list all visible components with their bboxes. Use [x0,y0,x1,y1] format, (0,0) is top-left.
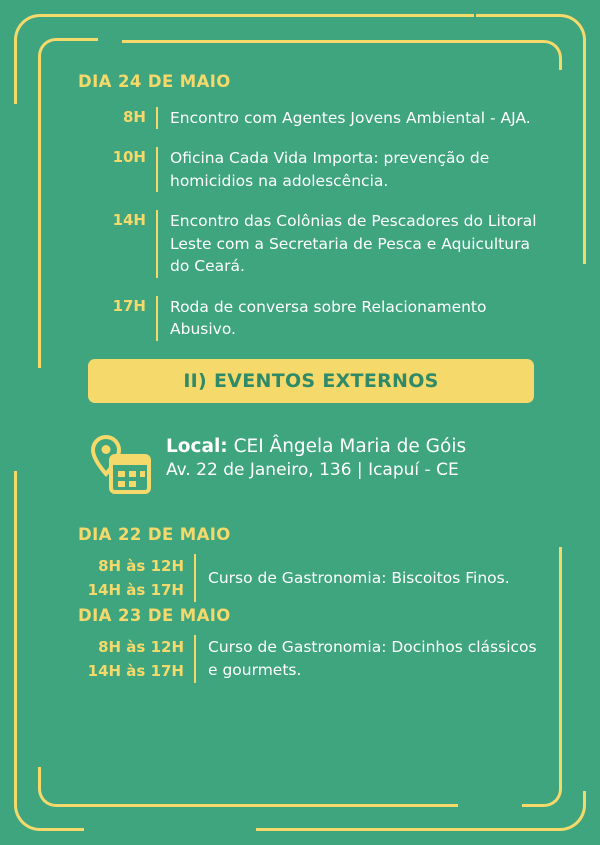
schedule-item [78,210,544,277]
schedule-item [78,147,544,192]
location-block [86,429,544,499]
day-heading-23-may: DIA 23 DE MAIO [78,605,231,625]
course-item-description: Curso de Gastronomia: Biscoitos Finos. [208,568,510,587]
schedule-item-time: 17H [112,296,146,315]
schedule-item-divider [156,107,158,129]
group-23-may [78,606,544,683]
schedule-item-divider [156,210,158,277]
location-label: Local: [166,435,228,457]
section-banner-external-events: II) EVENTOS EXTERNOS [88,359,534,403]
schedule-item-time: 14H [112,211,146,230]
course-item [78,635,544,683]
course-item-description: Curso de Gastronomia: Docinhos clássicos e gourmets. [208,638,537,679]
schedule-list-24-may [78,107,544,341]
course-item-times: 8H às 12H 14H às 17H [87,556,184,599]
schedule-item-divider [156,147,158,192]
schedule-item-divider [156,296,158,341]
schedule-item-time: 10H [112,148,146,167]
day-heading-22-may: DIA 22 DE MAIO [78,524,231,544]
map-pin-calendar-icon [86,431,154,499]
frame-corner-bottom-right-outer [256,791,586,831]
course-item [78,554,544,602]
frame-corner-bottom-left-inner [38,767,458,807]
location-venue: CEI Ângela Maria de Góis [233,435,467,457]
schedule-item-description: Encontro com Agentes Jovens Ambiental - AJA. [170,109,531,127]
schedule-item-description: Roda de conversa sobre Relacionamento Abusivo. [170,297,487,339]
day-heading-24-may: DIA 24 DE MAIO [78,72,231,91]
location-text [166,429,466,483]
schedule-item-time: 8H [123,108,146,126]
group-22-may [78,525,544,602]
course-item-divider [194,635,196,683]
location-venue-line [166,435,466,459]
schedule-item-description: Oficina Cada Vida Importa: prevenção de homicidios na adolescência. [170,149,490,190]
location-address: Av. 22 de Janeiro, 136 | Icapuí - CE [166,459,459,480]
schedule-item [78,296,544,341]
course-item-divider [194,554,196,602]
course-item-times: 8H às 12H 14H às 17H [87,637,184,680]
schedule-item-description: Encontro das Colônias de Pescadores do Litoral Leste com a Secretaria de Pesca e Aquicultura do Ceará. [170,212,537,276]
schedule-item [78,107,544,129]
